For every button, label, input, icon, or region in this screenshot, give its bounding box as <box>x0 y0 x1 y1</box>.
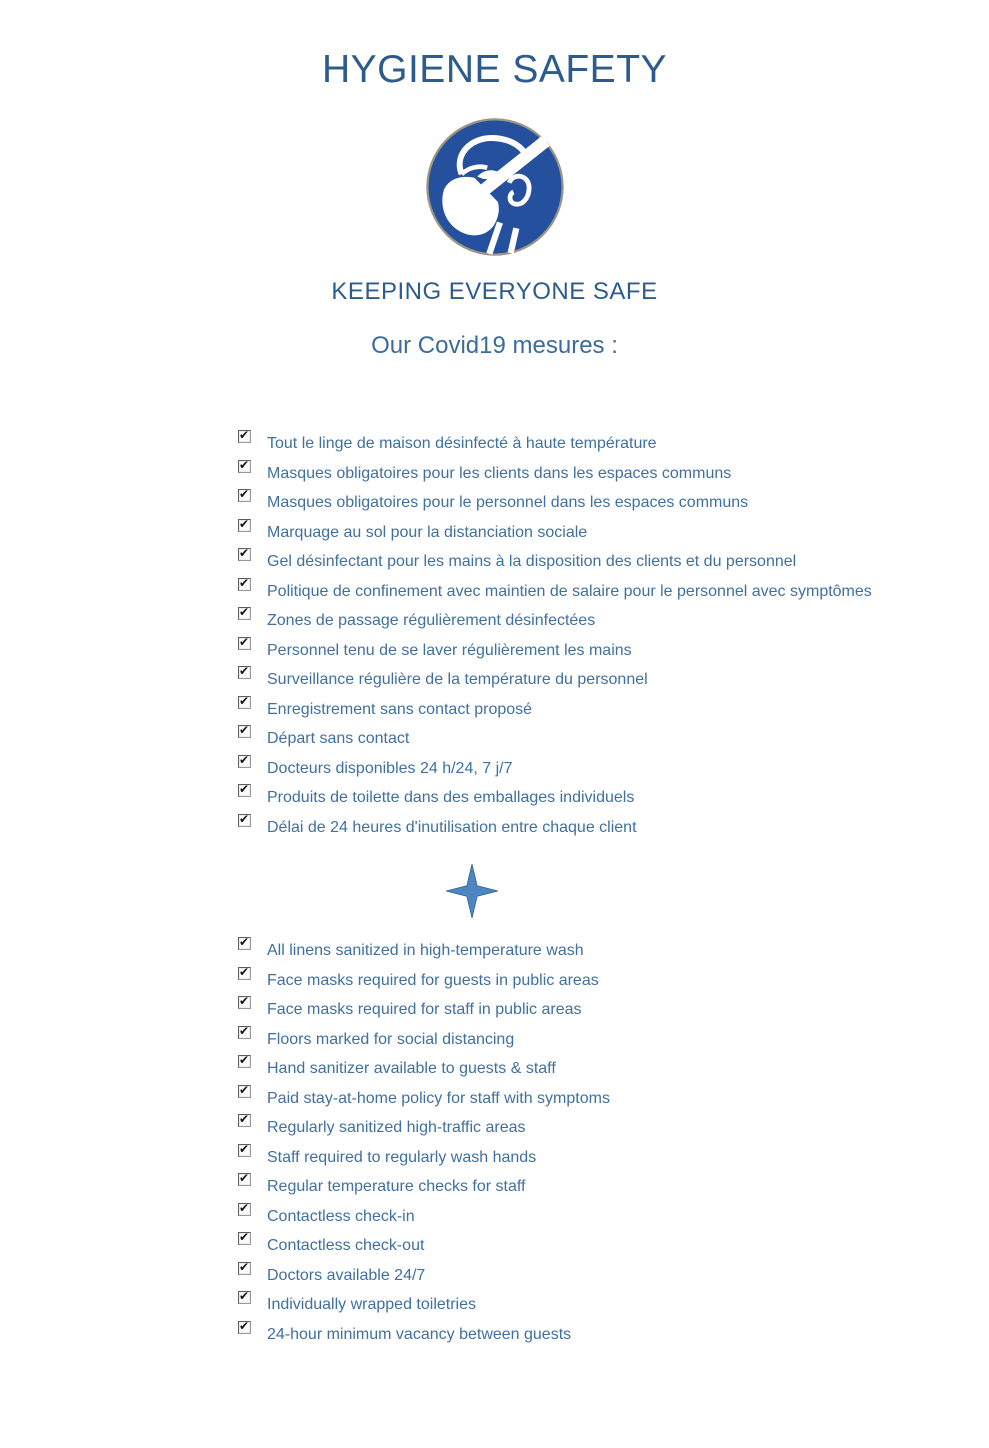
check-mark-icon: ✔ <box>239 664 250 678</box>
checkbox-checked[interactable] <box>238 1318 251 1334</box>
checklist-item-label: Délai de 24 heures d'inutilisation entre chaque client <box>267 818 637 836</box>
checklist-item-label: Individually wrapped toiletries <box>267 1296 476 1313</box>
checklist-item <box>238 1231 989 1261</box>
checklist-item-label: Politique de confinement avec maintien de salaire pour le personnel avec symptômes <box>267 582 872 600</box>
checklist-item-label: Marquage au sol pour la distanciation sociale <box>267 523 588 541</box>
checklist-item-label: Face masks required for staff in public areas <box>267 1001 582 1018</box>
check-mark-icon: ✔ <box>239 994 250 1008</box>
checklist-item-label: Enregistrement sans contact proposé <box>267 700 533 718</box>
checklist-item <box>238 1025 989 1055</box>
check-mark-icon: ✔ <box>239 1230 250 1244</box>
checklist-item <box>238 813 989 843</box>
checklist-item <box>238 724 989 754</box>
checklist-item <box>238 1143 989 1173</box>
checkbox-checked[interactable] <box>238 548 251 561</box>
checkbox-checked[interactable] <box>238 1023 251 1039</box>
checklist-item-label: Zones de passage régulièrement désinfectées <box>267 612 596 629</box>
check-mark-icon: ✔ <box>239 811 250 826</box>
checklist-item <box>238 547 989 577</box>
checkbox-checked[interactable] <box>238 1055 251 1068</box>
checklist-item <box>238 606 989 636</box>
checklist-item <box>238 995 989 1025</box>
checklist-item-label: Gel désinfectant pour les mains à la disposition des clients et du personnel <box>267 553 797 570</box>
check-mark-icon: ✔ <box>239 723 250 737</box>
face-mask-mandatory-icon <box>424 116 566 258</box>
checkbox-checked[interactable] <box>238 1259 251 1275</box>
checklist-item <box>238 936 989 966</box>
check-mark-icon: ✔ <box>239 516 250 531</box>
check-mark-icon: ✔ <box>239 546 250 560</box>
checklist-item <box>238 966 989 996</box>
checkbox-checked[interactable] <box>238 964 251 980</box>
four-point-star-icon <box>446 864 498 918</box>
check-mark-icon: ✔ <box>239 1112 250 1126</box>
checklist-item-label: Surveillance régulière de la température du personnel <box>267 671 648 688</box>
checkbox-checked[interactable] <box>238 1114 251 1127</box>
checklist-item <box>238 1054 989 1084</box>
checklist-item <box>238 1320 989 1350</box>
document-page <box>0 48 989 1448</box>
checkbox-checked[interactable] <box>238 430 251 443</box>
checklist-item <box>238 459 989 489</box>
checkbox-checked[interactable] <box>238 937 251 950</box>
checklist-english <box>238 936 989 1349</box>
checklist-item-label: Tout le linge de maison désinfecté à haute température <box>267 435 657 452</box>
checkbox-checked[interactable] <box>238 811 251 827</box>
checkbox-checked[interactable] <box>238 1173 251 1186</box>
check-mark-icon: ✔ <box>239 1289 250 1303</box>
checklist-item-label: Départ sans contact <box>267 730 410 747</box>
checklist-item-label: Regular temperature checks for staff <box>267 1178 526 1195</box>
checklist-item <box>238 783 989 813</box>
check-mark-icon: ✔ <box>239 457 250 472</box>
checkbox-checked[interactable] <box>238 1141 251 1157</box>
checklist-item-label: Contactless check-in <box>267 1207 415 1225</box>
star-divider <box>0 864 989 918</box>
check-mark-icon: ✔ <box>239 693 250 708</box>
checklist-item <box>238 695 989 725</box>
check-mark-icon: ✔ <box>239 752 250 767</box>
checklist-item <box>238 518 989 548</box>
checkbox-checked[interactable] <box>238 1232 251 1245</box>
checklist-item-label: Contactless check-out <box>267 1237 425 1254</box>
checkbox-checked[interactable] <box>238 634 251 650</box>
check-mark-icon: ✔ <box>239 1200 250 1215</box>
check-mark-icon: ✔ <box>239 428 250 442</box>
checklist-item <box>238 1113 989 1143</box>
check-mark-icon: ✔ <box>239 1141 250 1156</box>
checklist-item <box>238 1202 989 1232</box>
check-mark-icon: ✔ <box>239 1318 250 1333</box>
check-mark-icon: ✔ <box>239 575 250 590</box>
checklist-item-label: Doctors available 24/7 <box>267 1266 426 1284</box>
checklist-item-label: Produits de toilette dans des emballages individuels <box>267 789 635 806</box>
checklist-item <box>238 1084 989 1114</box>
page-title: HYGIENE SAFETY <box>321 48 668 91</box>
checkbox-checked[interactable] <box>238 575 251 591</box>
checklist-item-label: Masques obligatoires pour les clients dans les espaces communs <box>267 464 732 482</box>
checkbox-checked[interactable] <box>238 516 251 532</box>
checklist-item <box>238 1290 989 1320</box>
checklist-item <box>238 1261 989 1291</box>
checkbox-checked[interactable] <box>238 666 251 679</box>
check-mark-icon: ✔ <box>239 1171 250 1185</box>
checklist-item <box>238 577 989 607</box>
checklist-item-label: Masques obligatoires pour le personnel dans les espaces communs <box>267 494 749 511</box>
check-mark-icon: ✔ <box>239 634 250 649</box>
checklist-item <box>238 754 989 784</box>
checkbox-checked[interactable] <box>238 1082 251 1098</box>
checklist-item-label: 24-hour minimum vacancy between guests <box>267 1325 572 1343</box>
check-mark-icon: ✔ <box>239 487 250 501</box>
check-mark-icon: ✔ <box>239 1023 250 1038</box>
checklist-item-label: Paid stay-at-home policy for staff with symptoms <box>267 1089 610 1107</box>
checkbox-checked[interactable] <box>238 1291 251 1304</box>
checklist-item <box>238 429 989 459</box>
checklist-item-label: Docteurs disponibles 24 h/24, 7 j/7 <box>267 759 513 777</box>
intro-line: Our Covid19 mesures : <box>371 332 618 359</box>
check-mark-icon: ✔ <box>239 1053 250 1067</box>
checkbox-checked[interactable] <box>238 693 251 709</box>
checkbox-checked[interactable] <box>238 784 251 797</box>
check-mark-icon: ✔ <box>239 964 250 979</box>
checklist-item <box>238 636 989 666</box>
checklist-item-label: Hand sanitizer available to guests & staff <box>267 1060 556 1077</box>
checklist-item <box>238 1172 989 1202</box>
check-mark-icon: ✔ <box>239 1082 250 1097</box>
checkbox-checked[interactable] <box>238 996 251 1009</box>
checklist-item <box>238 665 989 695</box>
check-mark-icon: ✔ <box>239 782 250 796</box>
checkbox-checked[interactable] <box>238 725 251 738</box>
checklist-item-label: All linens sanitized in high-temperature wash <box>267 942 584 959</box>
check-mark-icon: ✔ <box>239 605 250 619</box>
checklist-item-label: Personnel tenu de se laver régulièrement les mains <box>267 641 632 659</box>
checklist-item-label: Face masks required for guests in public areas <box>267 971 599 989</box>
checklist-item-label: Regularly sanitized high-traffic areas <box>267 1119 526 1136</box>
checklist-item-label: Staff required to regularly wash hands <box>267 1148 537 1166</box>
checkbox-checked[interactable] <box>238 1200 251 1216</box>
page-subtitle: KEEPING EVERYONE SAFE <box>331 278 658 305</box>
checklist-french <box>238 429 989 842</box>
check-mark-icon: ✔ <box>239 935 250 949</box>
checkbox-checked[interactable] <box>238 489 251 502</box>
check-mark-icon: ✔ <box>239 1259 250 1274</box>
checklist-item <box>238 488 989 518</box>
checkbox-checked[interactable] <box>238 752 251 768</box>
checkbox-checked[interactable] <box>238 607 251 620</box>
checklist-item-label: Floors marked for social distancing <box>267 1030 515 1048</box>
checkbox-checked[interactable] <box>238 457 251 473</box>
